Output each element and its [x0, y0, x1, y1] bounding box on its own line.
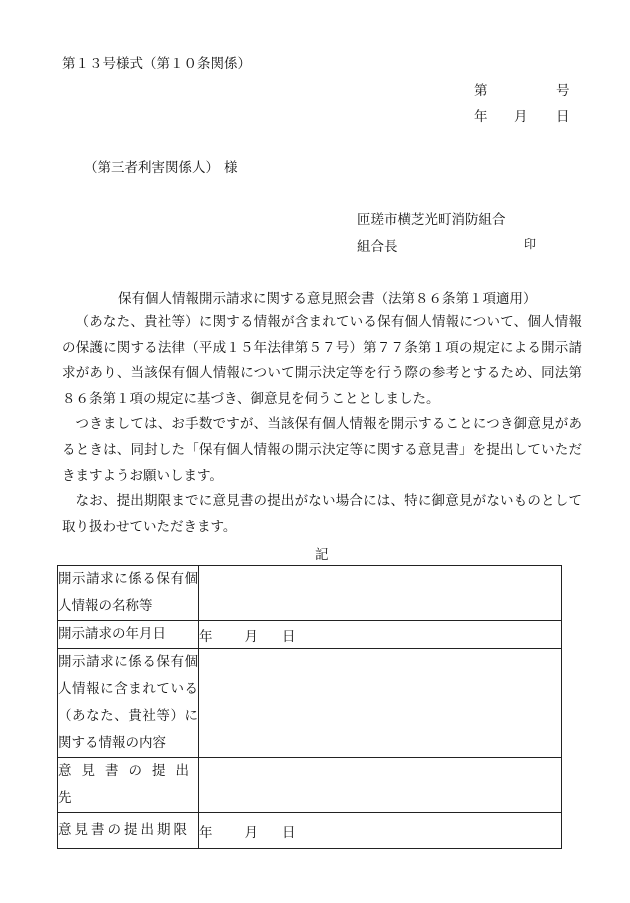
ki-heading: 記	[315, 547, 329, 563]
body-text	[62, 310, 582, 540]
issue-date-month: 月	[514, 109, 528, 125]
request-date-year: 年	[199, 628, 213, 645]
row-value-request-date	[199, 621, 562, 649]
body-paragraph-1: （あなた、貴社等）に関する情報が含まれている保有個人情報について、個人情報の保護に関する法律（平成１５年法律第５７号）第７７条第１項の規定による開示請求があり、当該保有個人情報について開示決定等を行う際の参考とするため、同法第８６条第１項の規定に基づき、御意見を伺うこととしました。	[62, 314, 582, 407]
deadline-year: 年	[199, 824, 213, 841]
request-date-day: 日	[282, 628, 296, 645]
row-label-info-name: 開示請求に係る保有個人情報の名称等	[58, 566, 199, 621]
details-table	[57, 565, 562, 849]
deadline-day: 日	[282, 824, 296, 841]
sender-title: 組合長	[357, 239, 398, 255]
body-paragraph-2: つきましては、お手数ですが、当該保有個人情報を開示することにつき御意見があるときは、同封した「保有個人情報の開示決定等に関する意見書」を提出していただきますようお願いします。	[62, 416, 582, 484]
submission-destination-label: 意見書の提出先	[58, 763, 196, 806]
request-date-month: 月	[244, 628, 258, 645]
document-number-suffix: 号	[556, 83, 570, 99]
table-row	[58, 758, 562, 813]
table-row	[58, 649, 562, 758]
row-value-submission-destination	[199, 758, 562, 813]
body-paragraph-3: なお、提出期限までに意見書の提出がない場合には、特に御意見がないものとして取り扱わせていただきます。	[62, 493, 582, 535]
sender-organization: 匝瑳市横芝光町消防組合	[357, 212, 506, 228]
seal-mark: 印	[524, 237, 537, 251]
row-label-submission-destination	[58, 758, 199, 813]
table-row	[58, 566, 562, 621]
row-label-info-content: 開示請求に係る保有個人情報に含まれている（あなた、貴社等）に関する情報の内容	[58, 649, 199, 758]
table-row	[58, 621, 562, 649]
row-value-info-name	[199, 566, 562, 621]
document-number-label: 第	[474, 83, 488, 99]
document-title: 保有個人情報開示請求に関する意見照会書（法第８６条第１項適用）	[118, 291, 537, 307]
addressee-name: （第三者利害関係人）	[84, 160, 219, 176]
issue-date-day: 日	[556, 109, 570, 125]
row-value-submission-deadline	[199, 813, 562, 849]
row-value-info-content	[199, 649, 562, 758]
submission-deadline-label: 意見書の提出期限	[58, 822, 190, 838]
form-number: 第１３号様式（第１０条関係）	[62, 56, 251, 72]
deadline-month: 月	[244, 824, 258, 841]
table-row	[58, 813, 562, 849]
row-label-request-date: 開示請求の年月日	[58, 621, 199, 649]
row-label-submission-deadline	[58, 813, 199, 849]
issue-date-year: 年	[474, 109, 488, 125]
addressee-honorific: 様	[224, 160, 238, 176]
